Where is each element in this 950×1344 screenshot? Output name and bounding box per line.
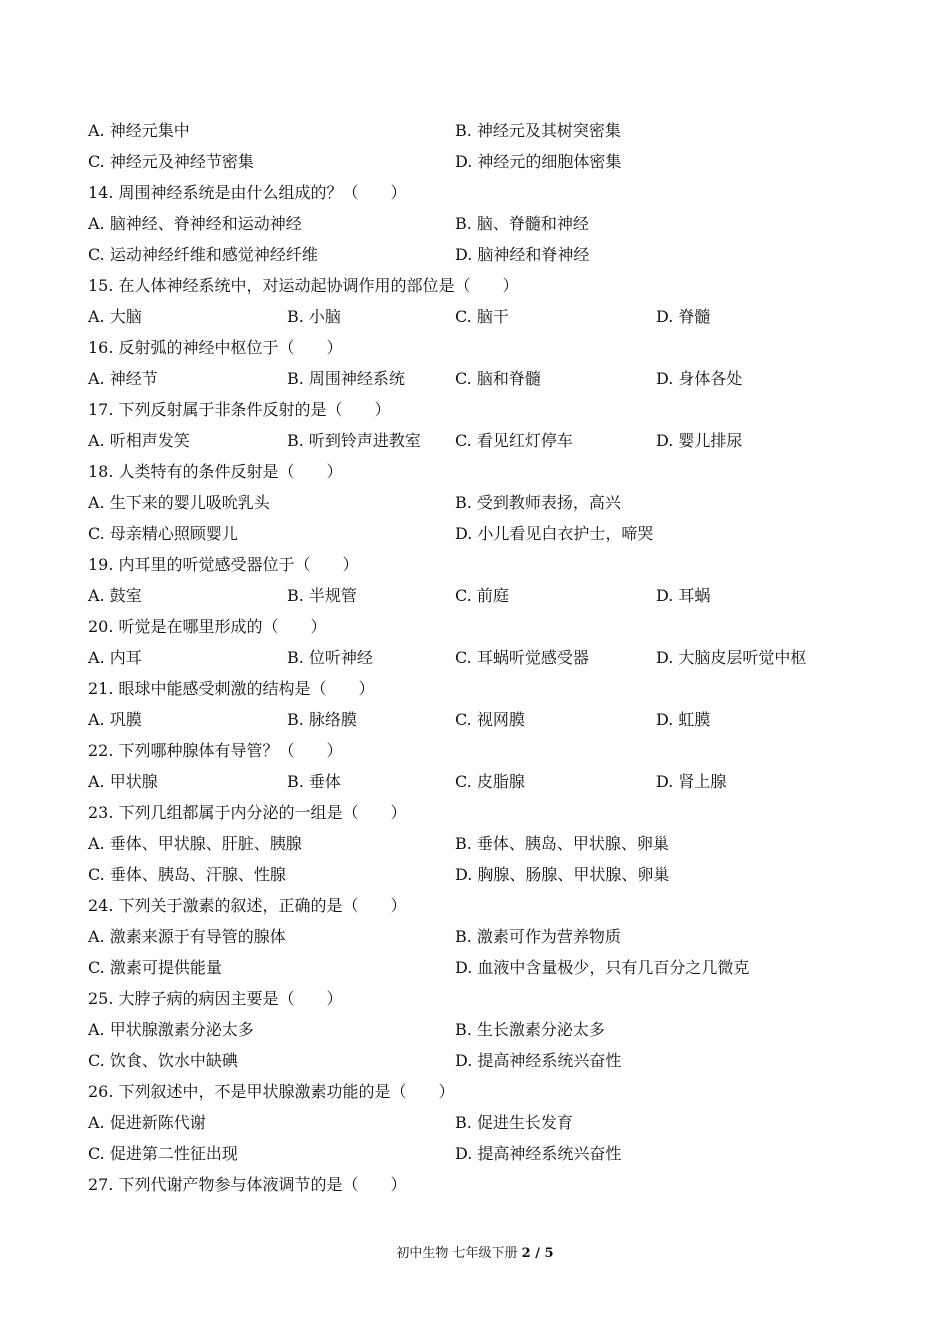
question-text: 14. 周围神经系统是由什么组成的？（ ） [88, 183, 407, 202]
question-line [88, 394, 868, 425]
question-text: 21. 眼球中能感受刺激的结构是（ ） [88, 679, 375, 698]
question-text: 23. 下列几组都属于内分泌的一组是（ ） [88, 803, 407, 822]
answer-option: D. 婴儿排尿 [656, 431, 743, 450]
answer-option: B. 激素可作为营养物质 [455, 927, 621, 946]
answer-option: A. 内耳 [88, 648, 142, 667]
question-line [88, 177, 868, 208]
options-line [88, 1138, 868, 1169]
question-line [88, 611, 868, 642]
answer-option: A. 垂体、甲状腺、肝脏、胰腺 [88, 834, 302, 853]
question-line [88, 332, 868, 363]
answer-option: A. 脑神经、脊神经和运动神经 [88, 214, 302, 233]
answer-option: B. 生长激素分泌太多 [455, 1020, 605, 1039]
answer-option: C. 促进第二性征出现 [88, 1144, 238, 1163]
answer-option: D. 小儿看见白衣护士，啼哭 [455, 524, 654, 543]
answer-option: D. 脊髓 [656, 307, 711, 326]
options-line [88, 146, 868, 177]
options-line [88, 1014, 868, 1045]
answer-option: C. 神经元及神经节密集 [88, 152, 254, 171]
options-line [88, 425, 868, 456]
options-line [88, 301, 868, 332]
options-line [88, 828, 868, 859]
options-line [88, 487, 868, 518]
options-line [88, 952, 868, 983]
question-text: 15. 在人体神经系统中，对运动起协调作用的部位是（ ） [88, 276, 519, 295]
answer-option: A. 神经节 [88, 369, 158, 388]
options-line [88, 115, 868, 146]
options-line [88, 518, 868, 549]
answer-option: A. 神经元集中 [88, 121, 190, 140]
answer-option: D. 提高神经系统兴奋性 [455, 1051, 622, 1070]
answer-option: B. 脉络膜 [287, 710, 357, 729]
question-line [88, 735, 868, 766]
footer-page-number: 2 [521, 1246, 531, 1261]
options-line [88, 580, 868, 611]
answer-option: C. 看见红灯停车 [455, 431, 573, 450]
answer-option: C. 激素可提供能量 [88, 958, 222, 977]
question-line [88, 673, 868, 704]
answer-option: D. 神经元的细胞体密集 [455, 152, 622, 171]
answer-option: A. 甲状腺激素分泌太多 [88, 1020, 254, 1039]
footer-page-total: 5 [544, 1246, 554, 1261]
answer-option: D. 肾上腺 [656, 772, 727, 791]
question-text: 16. 反射弧的神经中枢位于（ ） [88, 338, 343, 357]
question-text: 19. 内耳里的听觉感受器位于（ ） [88, 555, 359, 574]
options-line [88, 921, 868, 952]
question-line [88, 797, 868, 828]
answer-option: A. 大脑 [88, 307, 142, 326]
answer-option: B. 半规管 [287, 586, 357, 605]
answer-option: C. 脑干 [455, 307, 509, 326]
answer-option: B. 神经元及其树突密集 [455, 121, 621, 140]
options-line [88, 208, 868, 239]
question-line [88, 270, 868, 301]
options-line [88, 1045, 868, 1076]
answer-option: D. 虹膜 [656, 710, 711, 729]
answer-option: B. 促进生长发育 [455, 1113, 573, 1132]
answer-option: C. 视网膜 [455, 710, 525, 729]
options-line [88, 642, 868, 673]
question-text: 20. 听觉是在哪里形成的（ ） [88, 617, 327, 636]
question-text: 17. 下列反射属于非条件反射的是（ ） [88, 400, 391, 419]
question-line [88, 1169, 868, 1200]
options-line [88, 766, 868, 797]
answer-option: C. 饮食、饮水中缺碘 [88, 1051, 238, 1070]
answer-option: B. 垂体、胰岛、甲状腺、卵巢 [455, 834, 669, 853]
answer-option: D. 身体各处 [656, 369, 743, 388]
answer-option: B. 听到铃声进教室 [287, 431, 421, 450]
answer-option: B. 小脑 [287, 307, 341, 326]
question-line [88, 890, 868, 921]
question-text: 24. 下列关于激素的叙述，正确的是（ ） [88, 896, 407, 915]
question-list [88, 115, 868, 1200]
question-text: 25. 大脖子病的病因主要是（ ） [88, 989, 343, 1008]
page-footer [0, 1244, 950, 1264]
options-line [88, 363, 868, 394]
question-text: 18. 人类特有的条件反射是（ ） [88, 462, 343, 481]
options-line [88, 239, 868, 270]
answer-option: D. 血液中含量极少，只有几百分之几微克 [455, 958, 750, 977]
question-text: 27. 下列代谢产物参与体液调节的是（ ） [88, 1175, 407, 1194]
answer-option: C. 前庭 [455, 586, 509, 605]
answer-option: C. 脑和脊髓 [455, 369, 541, 388]
answer-option: D. 提高神经系统兴奋性 [455, 1144, 622, 1163]
answer-option: D. 脑神经和脊神经 [455, 245, 590, 264]
options-line [88, 859, 868, 890]
answer-option: B. 位听神经 [287, 648, 373, 667]
question-line [88, 1076, 868, 1107]
answer-option: A. 听相声发笑 [88, 431, 190, 450]
answer-option: C. 垂体、胰岛、汗腺、性腺 [88, 865, 286, 884]
question-text: 26. 下列叙述中，不是甲状腺激素功能的是（ ） [88, 1082, 455, 1101]
answer-option: A. 巩膜 [88, 710, 142, 729]
footer-separator: / [530, 1246, 545, 1261]
answer-option: C. 耳蜗听觉感受器 [455, 648, 589, 667]
question-line [88, 983, 868, 1014]
question-text: 22. 下列哪种腺体有导管？（ ） [88, 741, 343, 760]
question-line [88, 549, 868, 580]
options-line [88, 704, 868, 735]
answer-option: C. 母亲精心照顾婴儿 [88, 524, 238, 543]
answer-option: D. 耳蜗 [656, 586, 711, 605]
options-line [88, 1107, 868, 1138]
answer-option: A. 促进新陈代谢 [88, 1113, 206, 1132]
answer-option: A. 鼓室 [88, 586, 142, 605]
answer-option: B. 受到教师表扬，高兴 [455, 493, 621, 512]
answer-option: A. 激素来源于有导管的腺体 [88, 927, 286, 946]
answer-option: D. 胸腺、肠腺、甲状腺、卵巢 [455, 865, 670, 884]
question-line [88, 456, 868, 487]
answer-option: C. 皮脂腺 [455, 772, 525, 791]
answer-option: A. 生下来的婴儿吸吮乳头 [88, 493, 270, 512]
answer-option: B. 周围神经系统 [287, 369, 405, 388]
answer-option: D. 大脑皮层听觉中枢 [656, 648, 807, 667]
answer-option: B. 垂体 [287, 772, 341, 791]
footer-title: 初中生物 七年级下册 [396, 1246, 522, 1261]
answer-option: C. 运动神经纤维和感觉神经纤维 [88, 245, 318, 264]
answer-option: A. 甲状腺 [88, 772, 158, 791]
answer-option: B. 脑、脊髓和神经 [455, 214, 589, 233]
